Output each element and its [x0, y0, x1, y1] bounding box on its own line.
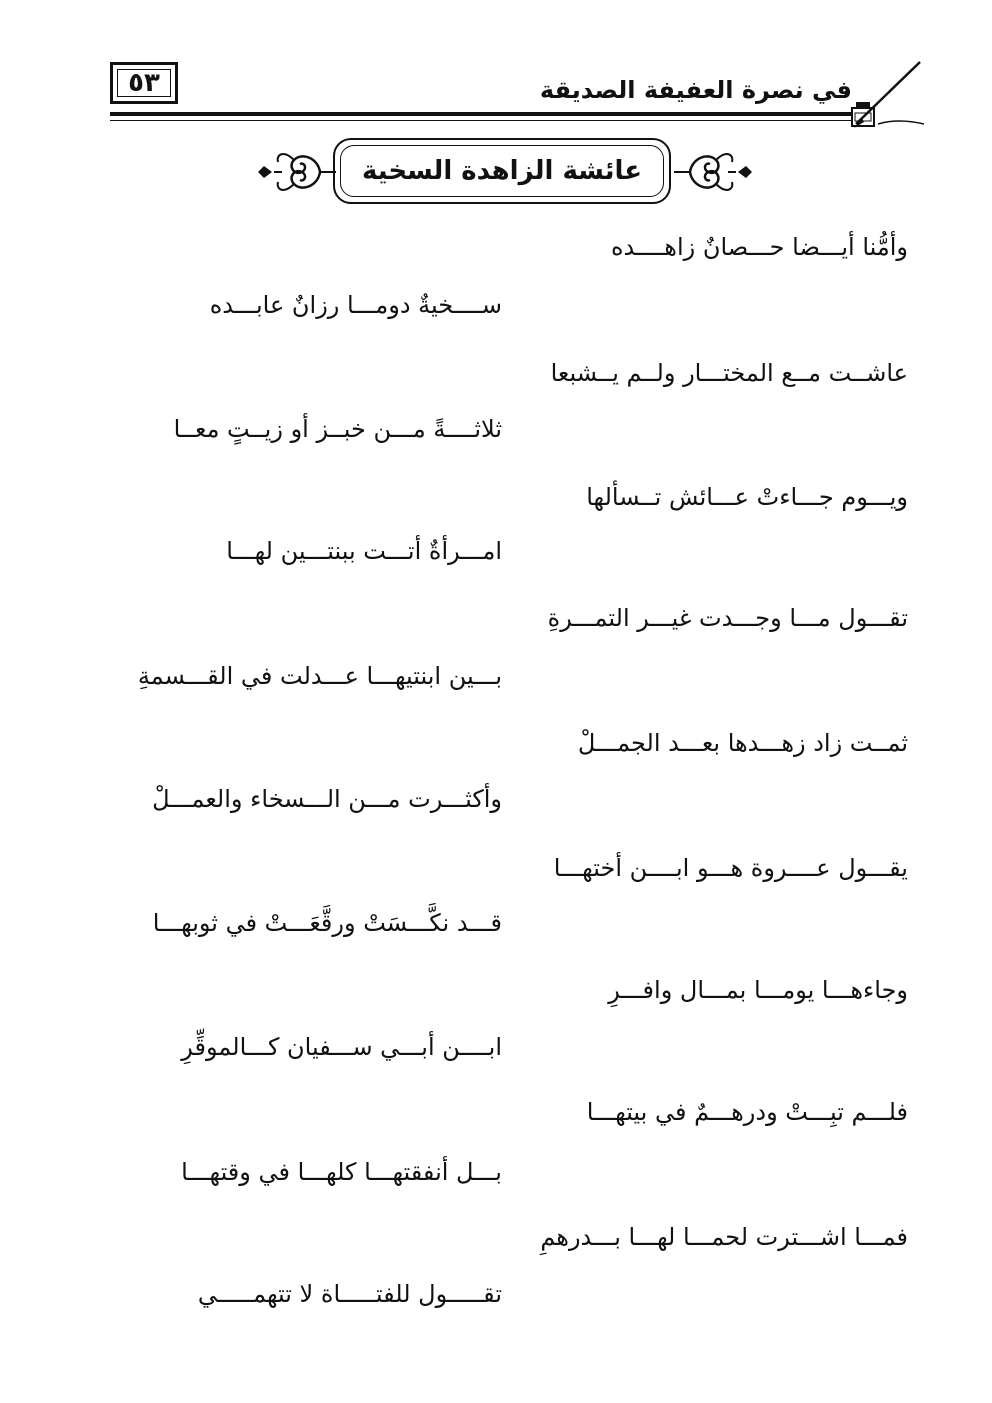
poem-line: فلـــم تبِـــتْ ودرهـــمٌ في بيتهـــا	[586, 1098, 908, 1126]
poem-line: بـــين ابنتيهـــا عـــدلت في القـــسمةِ	[137, 662, 502, 690]
poem-line: ابــــن أبـــي ســـفيان كـــالموقِّرِ	[181, 1033, 502, 1061]
chapter-title: عائشة الزاهدة السخية	[361, 156, 643, 186]
poem-line: قـــد نكَّـــسَتْ ورقَّعَـــتْ في ثوبهـــا	[152, 909, 502, 937]
inkwell-pen-icon	[848, 58, 928, 130]
ornament-right-icon	[672, 140, 752, 204]
page-number	[110, 62, 178, 104]
poem-line: ويـــوم جـــاءتْ عـــائش تــسألها	[586, 483, 908, 511]
poem-line: ســــخيةٌ دومـــا رزانٌ عابـــده	[209, 291, 502, 319]
poem-line: يقـــول عــــروة هـــو ابــــن أختهـــا	[553, 854, 908, 882]
poem-line: وأكثـــرت مـــن الـــسخاء والعمـــلْ	[152, 785, 502, 813]
poem-line: وأمُّنا أيـــضا حـــصانٌ زاهــــده	[610, 233, 908, 261]
page-number-text: ٥٣	[128, 68, 160, 98]
page-header	[0, 0, 992, 135]
header-rule-thin	[110, 120, 852, 121]
poem-line: عاشــت مــع المختـــار ولــم يــشبعا	[550, 359, 908, 387]
poem-line: وجاءهـــا يومـــا بمـــال وافـــرِ	[608, 976, 908, 1004]
poem-line: بـــل أنفقتهـــا كلهـــا في وقتهـــا	[181, 1158, 502, 1186]
header-rule	[110, 112, 852, 116]
chapter-title-frame	[333, 138, 671, 204]
poem-line: ثلاثــــةً مـــن خبــز أو زيــتٍ معــا	[173, 415, 502, 443]
ornament-left-icon	[258, 140, 338, 204]
poem-line: امـــرأةٌ أتـــت ببنتـــين لهـــا	[226, 537, 502, 565]
poem-line: تقـــول مـــا وجـــدت غيـــر التمـــرةِ	[547, 604, 908, 632]
poem-line: فمـــا اشـــترت لحمـــا لهـــا بـــدرهمِ	[540, 1223, 908, 1251]
running-title: في نصرة العفيفة الصديقة	[539, 76, 852, 104]
poem-line: تقـــــول للفتـــــاة لا تتهمـــــي	[197, 1280, 502, 1308]
poem-line: ثمــت زاد زهـــدها بعـــد الجمـــلْ	[577, 729, 908, 757]
